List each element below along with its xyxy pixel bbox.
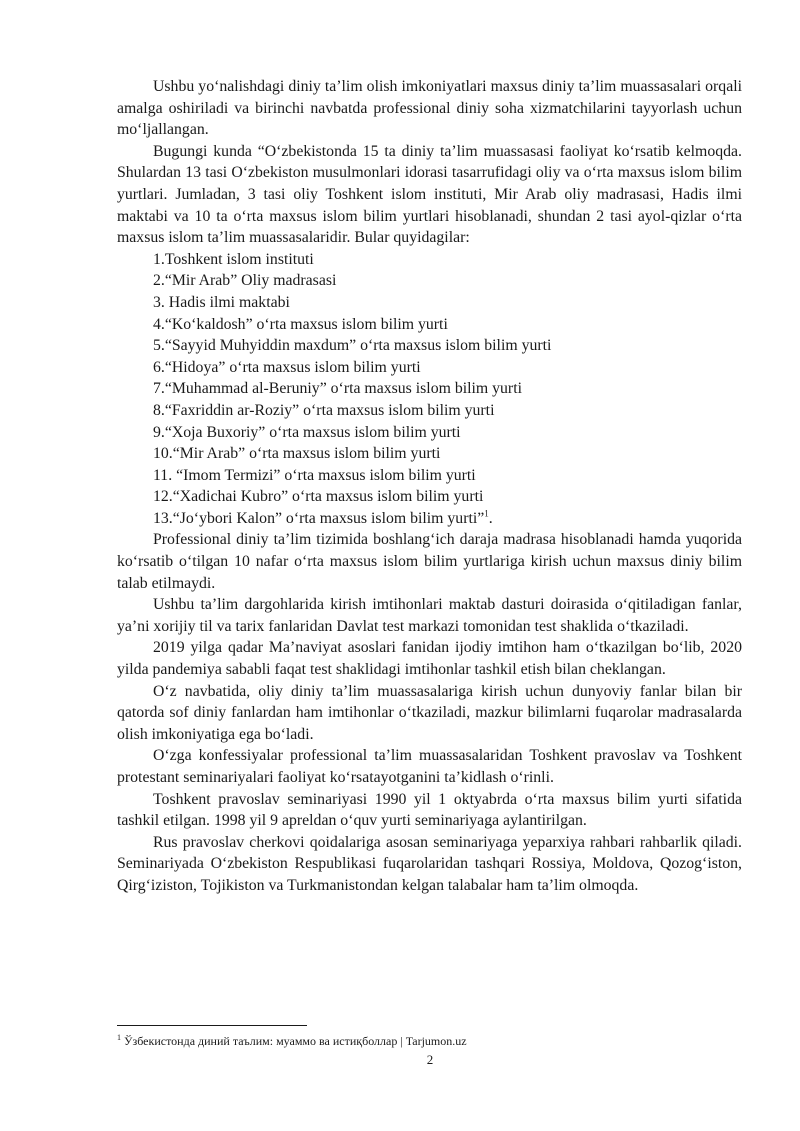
list-item: 8.“Faxriddin ar-Roziy” o‘rta maxsus islom bilim yurti — [153, 401, 495, 419]
footnote-marker: 1 — [117, 1033, 121, 1042]
institution-list — [117, 249, 742, 530]
paragraph-6: O‘z navbatida, oliy diniy ta’lim muassasalariga kirish uchun dunyoviy fanlar bilan bir qatorda sof diniy fanlardan ham imtihonlar o‘tkaziladi, mazkur bilimlarni fuqarolar madrasalarda olish imkoniyatiga ega bo‘ladi. — [117, 682, 742, 743]
list-item-text: 13.“Jo‘ybori Kalon” o‘rta maxsus islom bilim yurti” — [153, 509, 485, 527]
list-item: 4.“Ko‘kaldosh” o‘rta maxsus islom bilim yurti — [153, 315, 448, 333]
paragraph-9: Rus pravoslav cherkovi qoidalariga asosan seminariyaga yeparxiya rahbari rahbarlik qiladi. Seminariyada O‘zbekiston Respublikasi fuqarolaridan tashqari Rossiya, Moldova, Qozog‘iston, Qirg‘iziston, Tojikiston va Turkmanistondan kelgan talabalar ham ta’lim olmoqda. — [117, 833, 742, 894]
footnote — [117, 1034, 742, 1048]
paragraph-8: Toshkent pravoslav seminariyasi 1990 yil 1 oktyabrda o‘rta maxsus bilim yurti sifatida tashkil etilgan. 1998 yil 9 apreldan o‘quv yurti seminariyaga aylantirilgan. — [117, 790, 742, 830]
paragraph-3: Professional diniy ta’lim tizimida boshlang‘ich daraja madrasa hisoblanadi hamda yuqorida ko‘rsatib o‘tilgan 10 nafar o‘rta maxsus islom bilim yurtlariga kirish uchun maxsus diniy bilim talab etilmaydi. — [117, 531, 742, 592]
list-item: 9.“Xoja Buxoriy” o‘rta maxsus islom bilim yurti — [153, 423, 461, 441]
list-item: 6.“Hidoya” o‘rta maxsus islom bilim yurti — [153, 358, 421, 376]
paragraph-4: Ushbu ta’lim dargohlarida kirish imtihonlari maktab dasturi doirasida o‘qitiladigan fanlar, ya’ni xorijiy til va tarix fanlaridan Davlat test markazi tomonidan test shaklida o‘tkaziladi. — [117, 596, 742, 635]
footnote-reference[interactable]: 1 — [484, 508, 489, 519]
list-item: 2.“Mir Arab” Oliy madrasasi — [153, 272, 337, 290]
list-item: 5.“Sayyid Muhyiddin maxdum” o‘rta maxsus islom bilim yurti — [153, 337, 552, 355]
list-item: 7.“Muhammad al-Beruniy” o‘rta maxsus islom bilim yurti — [153, 380, 522, 398]
page-number: 2 — [426, 1052, 434, 1067]
list-item: 10.“Mir Arab” o‘rta maxsus islom bilim yurti — [153, 445, 441, 463]
list-item: 11. “Imom Termizi” o‘rta maxsus islom bilim yurti — [153, 466, 476, 484]
paragraph-5: 2019 yilga qadar Ma’naviyat asoslari fanidan ijodiy imtihon ham o‘tkazilgan bo‘lib, 2020 yilda pandemiya sababli faqat test shaklidagi imtihonlar tashkil etish bilan cheklangan. — [117, 639, 742, 679]
document-body — [117, 76, 742, 897]
footnote-text[interactable]: Ўзбекистонда диний таълим: муаммо ва истиқболлар | Tarjumon.uz — [124, 1034, 467, 1048]
paragraph-2: Bugungi kunda “O‘zbekistonda 15 ta diniy ta’lim muassasasi faoliyat ko‘rsatib kelmoqda. Shulardan 13 tasi O‘zbekiston musulmonlari idorasi tasarrufidagi oliy va o‘rta maxsus islom bilim yurtlari. Jumladan, 3 tasi oliy Toshkent islom instituti, Mir Arab oliy madrasasi, Hadis ilmi maktabi va 10 ta o‘rta maxsus islom bilim yurtlari hisoblanadi, shundan 2 tasi ayol-qizlar o‘rta maxsus islom ta’lim muassasalaridir. Bular quyidagilar: — [117, 142, 742, 247]
list-item: 1.Toshkent islom instituti — [153, 250, 314, 268]
list-item: 3. Hadis ilmi maktabi — [153, 293, 290, 311]
list-item-last: 13.“Jo‘ybori Kalon” o‘rta maxsus islom bilim yurti”$^1$. — [153, 508, 493, 527]
paragraph-7: O‘zga konfessiyalar professional ta’lim muassasalaridan Toshkent pravoslav va Toshkent protestant seminariyalari faoliyat ko‘rsatayotganini ta’kidlash o‘rinli. — [117, 747, 742, 786]
paragraph-1: Ushbu yo‘nalishdagi diniy ta’lim olish imkoniyatlari maxsus diniy ta’lim muassasalari orqali amalga oshiriladi va birinchi navbatda professional diniy soha xizmatchilarini tayyorlash uchun mo‘ljallangan. — [117, 78, 742, 139]
footnote-divider — [117, 1025, 307, 1026]
list-item: 12.“Xadichai Kubro” o‘rta maxsus islom bilim yurti — [153, 488, 484, 506]
